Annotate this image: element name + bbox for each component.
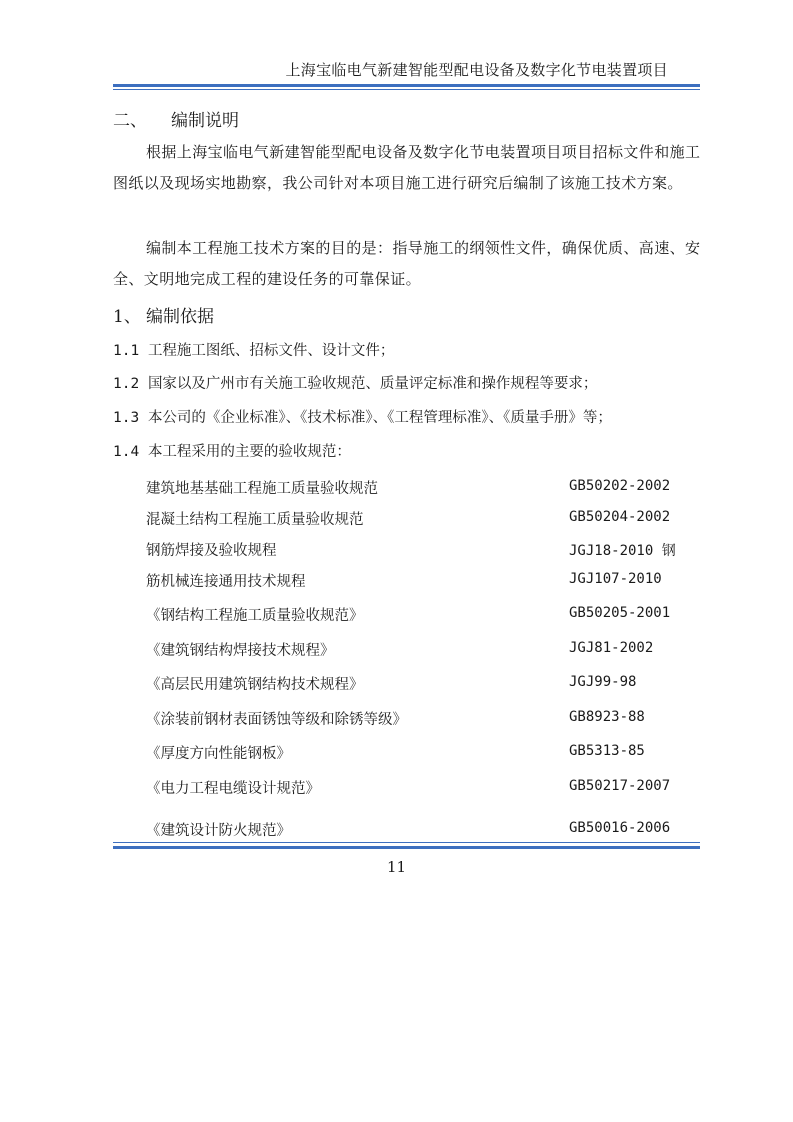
purpose-paragraph: 编制本工程施工技术方案的目的是：指导施工的纲领性文件，确保优质、高速、安全、文明地完成工程的建设任务的可靠保证。 [113,239,701,288]
standard-code: JGJ81-2002 [569,640,654,656]
section-title: 编制说明 [171,111,239,131]
standard-name: 《高层民用建筑钢结构技术规程》 [146,677,364,693]
header-rule-thin [113,89,700,90]
standard-code: GB50217-2007 [569,778,671,794]
item-text: 工程施工图纸、招标文件、设计文件； [147,343,395,359]
item-text: 本工程采用的主要的验收规范： [147,444,351,460]
item-number: 1.4 [113,444,140,460]
item-text: 本公司的《企业标准》、《技术标准》、《工程管理标准》、《质量手册》等； [147,410,612,426]
standard-code: GB50205-2001 [569,605,671,621]
item-text: 国家以及广州市有关施工验收规范、质量评定标准和操作规程等要求； [147,376,598,392]
list-item [113,339,394,360]
subsection-title: 编制依据 [146,307,214,327]
running-header-title: 上海宝临电气新建智能型配电设备及数字化节电装置项目 [285,61,668,79]
standard-code: GB50204-2002 [569,509,671,525]
standard-code: JGJ107-2010 [569,571,662,587]
footer-rule-thin [113,842,700,843]
standard-name: 《厚度方向性能钢板》 [146,746,291,762]
standard-code: GB50016-2006 [569,820,671,836]
subsection-number: 1、 [113,307,141,327]
standard-code: GB50202-2002 [569,478,671,494]
subsection-heading [113,302,214,327]
standard-name: 《建筑设计防火规范》 [146,823,291,839]
standard-name: 钢筋焊接及验收规程 [146,543,277,559]
list-item [113,440,351,461]
item-number: 1.3 [113,410,140,426]
intro-paragraph: 根据上海宝临电气新建智能型配电设备及数字化节电装置项目项目招标文件和施工图纸以及现场实地勘察，我公司针对本项目施工进行研究后编制了该施工技术方案。 [113,143,701,192]
standard-name: 建筑地基基础工程施工质量验收规范 [146,481,378,497]
standard-name: 《涂装前钢材表面锈蚀等级和除锈等级》 [146,712,407,728]
footer-rule-thick [113,846,700,849]
section-number: 二、 [113,111,147,131]
item-number: 1.2 [113,376,140,392]
list-item [113,406,612,427]
standard-name: 《电力工程电缆设计规范》 [146,781,320,797]
header-rule-thick [113,84,700,87]
section-heading [113,106,239,131]
standard-name: 《钢结构工程施工质量验收规范》 [146,608,364,624]
standard-name: 筋机械连接通用技术规程 [146,574,306,590]
standard-code: GB5313-85 [569,743,645,759]
standard-code: GB8923-88 [569,709,645,725]
page-number: 11 [386,858,407,876]
standard-code: JGJ99-98 [569,674,637,690]
list-item [113,372,597,393]
standard-name: 《建筑钢结构焊接技术规程》 [146,643,335,659]
standard-name: 混凝土结构工程施工质量验收规范 [146,512,364,528]
standard-code: JGJ18-2010 钢 [569,543,676,559]
item-number: 1.1 [113,343,140,359]
